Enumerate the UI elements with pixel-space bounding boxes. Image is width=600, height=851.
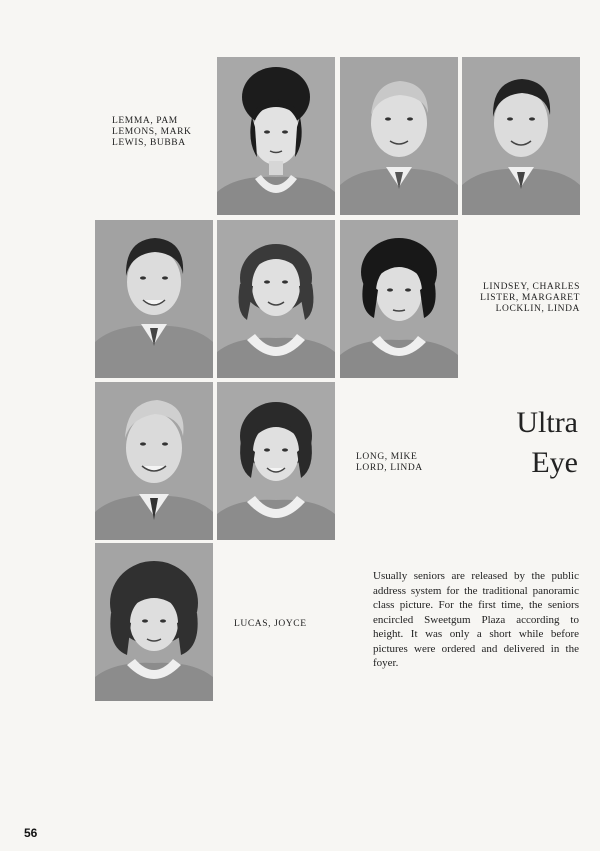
name-list-4 <box>234 619 307 630</box>
student-name: LONG, MIKE <box>356 452 418 462</box>
portrait-female-flip <box>217 220 335 378</box>
student-name: LINDSEY, CHARLES <box>482 282 580 292</box>
student-name: LISTER, MARGARET <box>480 293 580 303</box>
student-name: LEWIS, BUBBA <box>112 138 186 148</box>
portrait-lemons-mark <box>340 57 458 215</box>
portrait-male-short-light <box>340 57 458 215</box>
portrait-female-bouffant <box>95 543 213 701</box>
page-number: 56 <box>24 826 38 840</box>
student-name: LEMONS, MARK <box>112 127 192 137</box>
student-name: LOCKLIN, LINDA <box>495 304 580 314</box>
name-list-1 <box>112 116 192 149</box>
portrait-long-mike <box>95 382 213 540</box>
portrait-male-short-dark <box>462 57 580 215</box>
portrait-male-short-light <box>95 382 213 540</box>
student-name: LUCAS, JOYCE <box>234 619 307 629</box>
portrait-lister-margaret <box>217 220 335 378</box>
portrait-locklin-linda <box>340 220 458 378</box>
student-name: LORD, LINDA <box>356 463 423 473</box>
portrait-lord-linda <box>217 382 335 540</box>
caption-paragraph: Usually seniors are released by the public address system for the traditional panoramic class picture. For the first time, the seniors encircled Sweetgum Plaza according to height. It was only a short while before pictures were ordered and delivered in the foyer. <box>373 570 579 669</box>
student-name: LEMMA, PAM <box>112 116 178 126</box>
headline-line-2: Eye <box>531 446 578 479</box>
portrait-female-bob <box>217 382 335 540</box>
headline <box>516 406 578 480</box>
portrait-male-short-dark <box>95 220 213 378</box>
portrait-female-bouffant <box>340 220 458 378</box>
portrait-lemma-pam <box>217 57 335 215</box>
name-list-2 <box>480 282 580 315</box>
headline-line-1: Ultra <box>516 406 578 439</box>
portrait-lewis-bubba <box>462 57 580 215</box>
portrait-female-bouffant <box>217 57 335 215</box>
portrait-lucas-joyce <box>95 543 213 701</box>
name-list-3 <box>356 452 423 474</box>
portrait-lindsey-charles <box>95 220 213 378</box>
